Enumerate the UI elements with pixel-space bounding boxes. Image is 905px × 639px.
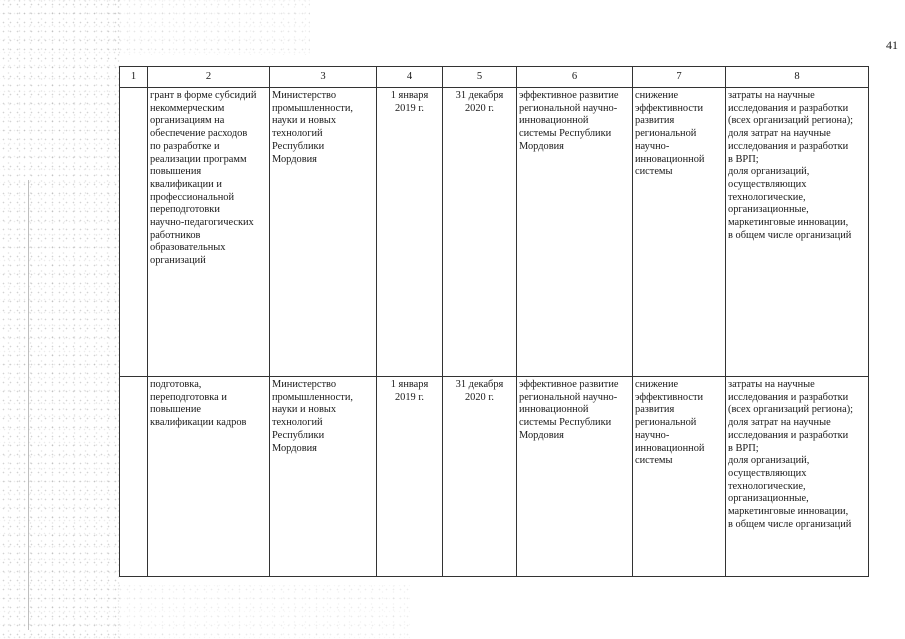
column-header: 8	[726, 67, 869, 88]
row-number-cell	[120, 88, 148, 377]
consequence-cell: снижение эффективности развития региональной научно- инновационной системы	[633, 88, 726, 377]
executor-cell: Министерство промышленности, науки и новых технологий Республики Мордовия	[270, 377, 377, 577]
indicators-cell: затраты на научные исследования и разработки (всех организаций региона); доля затрат на научные исследования и разработки в ВРП; доля организаций, осуществляющих технологические, организационные, маркетинговые инновации, в общем числе организаций	[726, 88, 869, 377]
page-number: 41	[886, 38, 898, 52]
row-number-cell	[120, 377, 148, 577]
column-header: 3	[270, 67, 377, 88]
start-date-cell: 1 января 2019 г.	[377, 377, 443, 577]
scan-noise-bottom	[110, 585, 410, 639]
consequence-cell: снижение эффективности развития региональной научно- инновационной системы	[633, 377, 726, 577]
column-header: 5	[443, 67, 517, 88]
measure-cell: подготовка, переподготовка и повышение квалификации кадров	[148, 377, 270, 577]
table-row	[120, 377, 869, 577]
end-date-cell: 31 декабря 2020 г.	[443, 377, 517, 577]
indicators-cell: затраты на научные исследования и разработки (всех организаций региона); доля затрат на научные исследования и разработки в ВРП; доля организаций, осуществляющих технологические, организационные, маркетинговые инновации, в общем числе организаций	[726, 377, 869, 577]
column-header: 7	[633, 67, 726, 88]
table-row	[120, 88, 869, 377]
expected-result-cell: эффективное развитие региональной научно- инновационной системы Республики Мордовия	[517, 88, 633, 377]
end-date-cell: 31 декабря 2020 г.	[443, 88, 517, 377]
scan-noise-left	[0, 0, 120, 639]
column-header: 4	[377, 67, 443, 88]
column-header: 6	[517, 67, 633, 88]
expected-result-cell: эффективное развитие региональной научно- инновационной системы Республики Мордовия	[517, 377, 633, 577]
scan-binding-line	[28, 180, 29, 630]
scan-noise-top	[110, 0, 310, 55]
column-header: 2	[148, 67, 270, 88]
executor-cell: Министерство промышленности, науки и новых технологий Республики Мордовия	[270, 88, 377, 377]
table-header-row	[120, 67, 869, 88]
column-header: 1	[120, 67, 148, 88]
plan-table	[119, 66, 869, 577]
start-date-cell: 1 января 2019 г.	[377, 88, 443, 377]
measure-cell: грант в форме субсидий некоммерческим организациям на обеспечение расходов по разработке и реализации программ повышения квалификации и профессиональной переподготовки научно-педагогических работников образовательных организаций	[148, 88, 270, 377]
